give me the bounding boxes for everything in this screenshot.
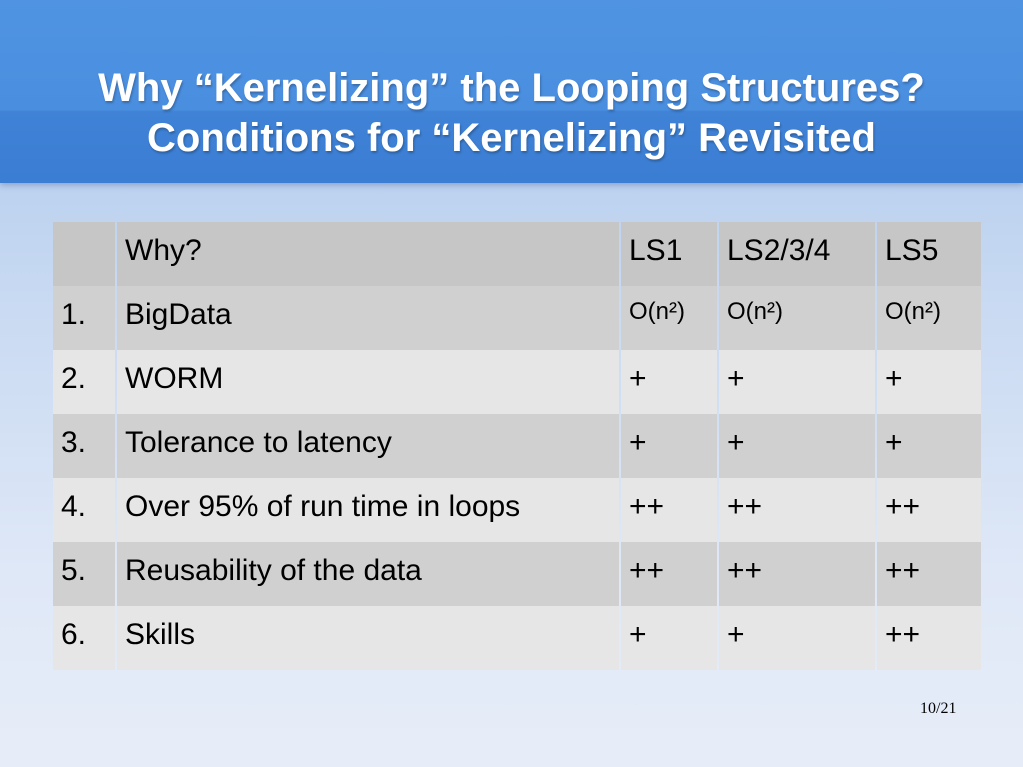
table-row [53,286,981,350]
cell-ls5: ++ [877,542,981,606]
cell-ls234: + [719,414,875,478]
cell-ls5: O(n²) [877,286,981,350]
cell-ls1: ++ [621,542,717,606]
table-row [53,414,981,478]
header-cell-ls5: LS5 [877,222,981,286]
row-reason: Reusability of the data [117,542,619,606]
cell-ls234: + [719,606,875,670]
header-cell-ls1: LS1 [621,222,717,286]
cell-ls5: + [877,350,981,414]
table-row [53,350,981,414]
row-number: 3. [53,414,115,478]
cell-ls234: ++ [719,542,875,606]
table-row [53,606,981,670]
table-row [53,478,981,542]
row-reason: Over 95% of run time in loops [117,478,619,542]
row-number: 5. [53,542,115,606]
cell-ls5: ++ [877,606,981,670]
row-number: 4. [53,478,115,542]
cell-ls1: ++ [621,478,717,542]
cell-ls234: O(n²) [719,286,875,350]
cell-ls234: ++ [719,478,875,542]
row-number: 6. [53,606,115,670]
row-reason: Skills [117,606,619,670]
row-number: 1. [53,286,115,350]
header-cell-why: Why? [117,222,619,286]
page-number: 10/21 [920,700,957,717]
row-reason: BigData [117,286,619,350]
title-band [0,0,1023,183]
table-row [53,542,981,606]
row-number: 2. [53,350,115,414]
header-cell-number [53,222,115,286]
header-cell-ls234: LS2/3/4 [719,222,875,286]
cell-ls5: + [877,414,981,478]
slide-title-line-1: Why “Kernelizing” the Looping Structures? [98,66,925,110]
table-header-row [53,222,981,286]
cell-ls1: + [621,350,717,414]
cell-ls1: + [621,606,717,670]
conditions-table [51,222,983,670]
cell-ls1: + [621,414,717,478]
cell-ls5: ++ [877,478,981,542]
row-reason: Tolerance to latency [117,414,619,478]
cell-ls1: O(n²) [621,286,717,350]
slide-title-line-2: Conditions for “Kernelizing” Revisited [147,116,876,160]
cell-ls234: + [719,350,875,414]
row-reason: WORM [117,350,619,414]
